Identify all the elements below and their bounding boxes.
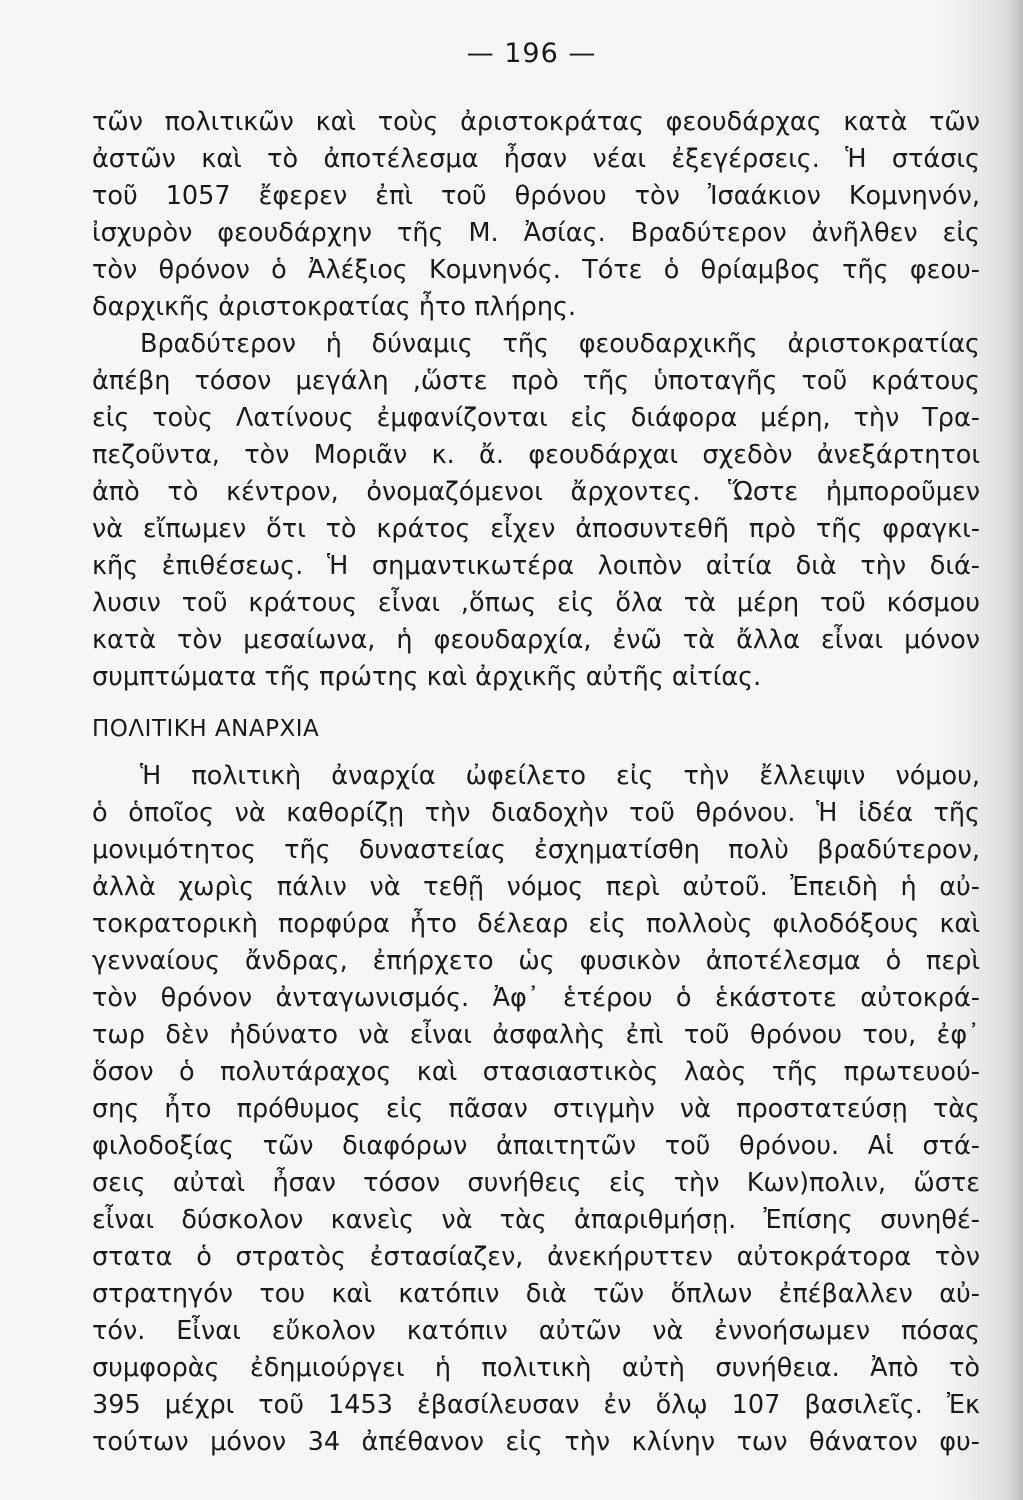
text-line: ἀλλὰ χωρὶς πάλιν νὰ τεθῇ νόμος περὶ αὐτοῦ. Ἐπειδὴ ἡ αὐ- (92, 872, 980, 902)
text-line: γενναίους ἄνδρας, ἐπήρχετο ὡς φυσικὸν ἀποτέλεσμα ὁ περὶ (92, 946, 980, 976)
text-line: 395 μέχρι τοῦ 1453 ἐβασίλευσαν ἐν ὅλῳ 107 βασιλεῖς. Ἐκ (92, 1390, 980, 1420)
text-line: συμπτώματα τῆς πρώτης καὶ ἀρχικῆς αὐτῆς αἰτίας. (92, 662, 762, 692)
text-line: τοῦ 1057 ἔφερεν ἐπὶ τοῦ θρόνου τὸν Ἰσαάκιον Κομνηνόν, (92, 181, 980, 211)
text-line: νὰ εἴπωμεν ὅτι τὸ κράτος εἶχεν ἀποσυντεθῆ πρὸ τῆς φραγκι- (92, 514, 980, 544)
text-line: συμφορὰς ἐδημιούργει ἡ πολιτικὴ αὐτὴ συνήθεια. Ἀπὸ τὸ (92, 1353, 980, 1383)
text-line: πεζοῦντα, τὸν Μοριᾶν κ. ἄ. φεουδάρχαι σχεδὸν ἀνεξάρτητοι (92, 440, 980, 470)
text-line: τοκρατορικὴ πορφύρα ἦτο δέλεαρ εἰς πολλοὺς φιλοδόξους καὶ (92, 909, 980, 939)
text-line: στρατηγόν του καὶ κατόπιν διὰ τῶν ὅπλων ἐπέβαλλεν αὐ- (92, 1279, 980, 1309)
text-line: τὸν θρόνον ἀνταγωνισμός. Ἀφ᾽ ἑτέρου ὁ ἑκάστοτε αὐτοκρά- (92, 983, 980, 1013)
paragraph-3 (92, 758, 980, 1461)
text-line: ὁ ὁποῖος νὰ καθορίζῃ τὴν διαδοχὴν τοῦ θρόνου. Ἡ ἰδέα τῆς (92, 798, 980, 828)
text-line: κῆς ἐπιθέσεως. Ἡ σημαντικωτέρα λοιπὸν αἰτία διὰ τὴν διά- (92, 551, 980, 581)
text-line: τῶν πολιτικῶν καὶ τοὺς ἀριστοκράτας φεουδάρχας κατὰ τῶν (92, 107, 980, 137)
text-line: τόν. Εἶναι εὔκολον κατόπιν αὐτῶν νὰ ἐννοήσωμεν πόσας (92, 1316, 980, 1346)
text-line: τωρ δὲν ἠδύνατο νὰ εἶναι ἀσφαλὴς ἐπὶ τοῦ θρόνου του, ἐφ᾽ (92, 1020, 980, 1050)
text-line: ἀπέβη τόσον μεγάλη ,ὥστε πρὸ τῆς ὑποταγῆς τοῦ κράτους (92, 366, 980, 396)
text-line: κατὰ τὸν μεσαίωνα, ἡ φεουδαρχία, ἐνῶ τὰ ἄλλα εἶναι μόνον (92, 625, 980, 655)
text-line: Βραδύτερον ἡ δύναμις τῆς φεουδαρχικῆς ἀριστοκρατίας (140, 329, 980, 359)
text-line: ὅσον ὁ πολυτάραχος καὶ στασιαστικὸς λαὸς τῆς πρωτευού- (92, 1057, 980, 1087)
text-line: φιλοδοξίας τῶν διαφόρων ἀπαιτητῶν τοῦ θρόνου. Αἱ στά- (92, 1131, 980, 1161)
text-line: ἰσχυρὸν φεουδάρχην τῆς Μ. Ἀσίας. Βραδύτερον ἀνῆλθεν εἰς (92, 218, 980, 248)
text-line: τούτων μόνον 34 ἀπέθανον εἰς τὴν κλίνην των θάνατον φυ- (92, 1427, 980, 1457)
text-line: μονιμότητος τῆς δυναστείας ἐσχηματίσθη πολὺ βραδύτερον, (92, 835, 980, 865)
page-spine-shadow (1009, 0, 1023, 1500)
paragraph-1 (92, 104, 980, 326)
paragraph-2 (92, 326, 980, 696)
text-line: σης ἦτο πρόθυμος εἰς πᾶσαν στιγμὴν νὰ προστατεύσῃ τὰς (92, 1094, 980, 1124)
text-line: ἀστῶν καὶ τὸ ἀποτέλεσμα ἦσαν νέαι ἐξεγέρσεις. Ἡ στάσις (92, 144, 980, 174)
text-line: Ἡ πολιτικὴ ἀναρχία ὠφείλετο εἰς τὴν ἔλλειψιν νόμου, (140, 761, 980, 791)
text-line: τὸν θρόνον ὁ Ἀλέξιος Κομνηνός. Τότε ὁ θρίαμβος τῆς φεου- (92, 255, 980, 285)
text-line: δαρχικῆς ἀριστοκρατίας ἦτο πλήρης. (92, 292, 577, 322)
text-line: ἀπὸ τὸ κέντρον, ὀνομαζόμενοι ἄρχοντες. Ὥστε ἠμποροῦμεν (92, 477, 980, 507)
section-heading: ΠΟΛΙΤΙΚΗ ΑΝΑΡΧΙΑ (92, 716, 320, 742)
text-line: εἶναι δύσκολον κανεὶς νὰ τὰς ἀπαριθμήσῃ. Ἐπίσης συνηθέ- (92, 1205, 980, 1235)
text-line: στατα ὁ στρατὸς ἐστασίαζεν, ἀνεκήρυττεν αὐτοκράτορα τὸν (92, 1242, 980, 1272)
text-line: λυσιν τοῦ κράτους εἶναι ,ὅπως εἰς ὅλα τὰ μέρη τοῦ κόσμου (92, 588, 980, 618)
text-line: σεις αὐταὶ ἦσαν τόσον συνήθεις εἰς τὴν Κων)πολιν, ὥστε (92, 1168, 980, 1198)
page-number: — 196 — (466, 38, 597, 69)
text-line: εἰς τοὺς Λατίνους ἐμφανίζονται εἰς διάφορα μέρη, τὴν Τρα- (92, 403, 980, 433)
